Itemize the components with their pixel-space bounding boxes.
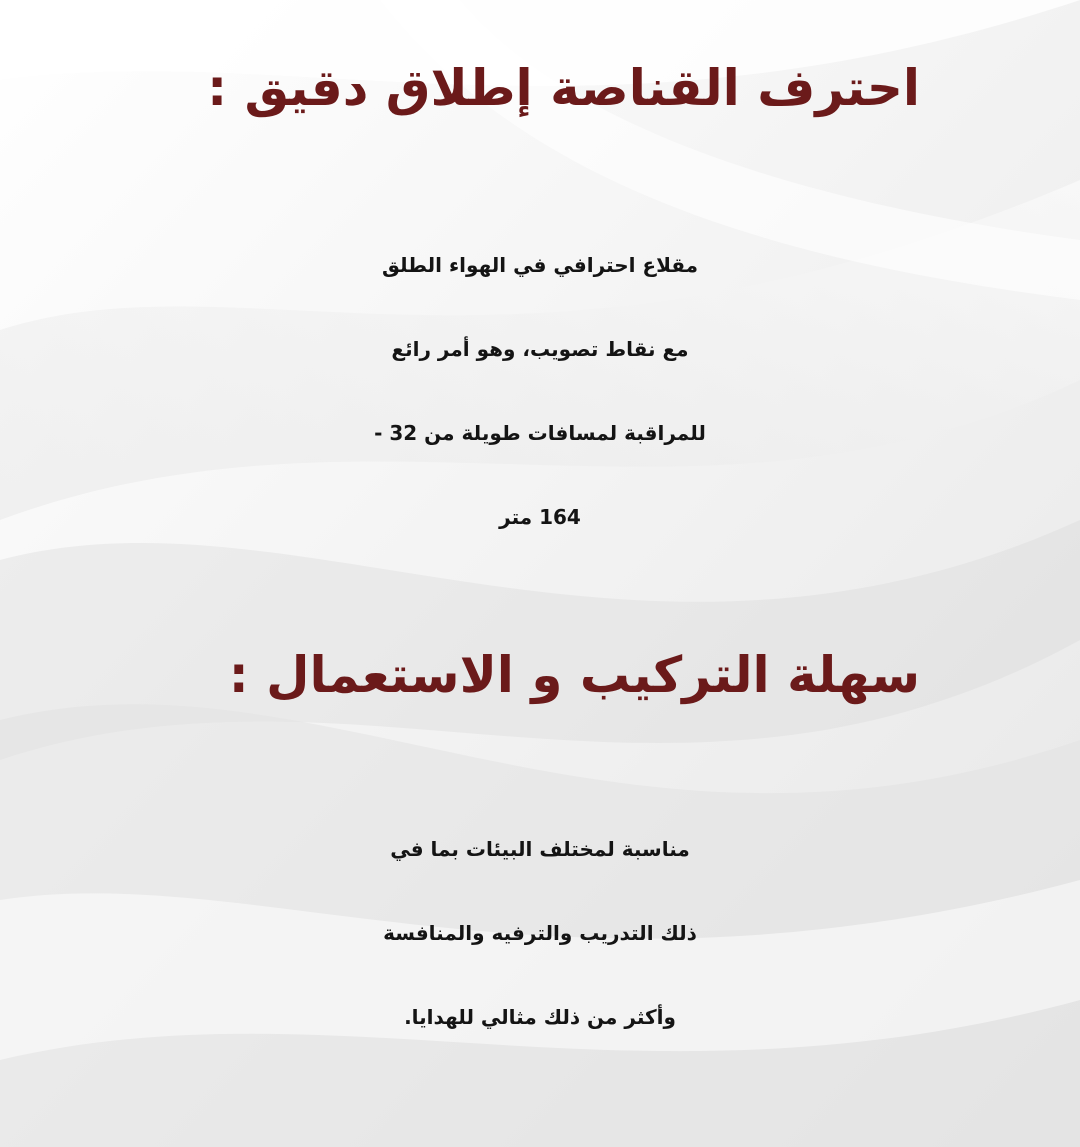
- section1-line-1: مقلاع احترافي في الهواء الطلق: [381, 253, 699, 277]
- section2-heading: سهلة التركيب و الاستعمال :: [228, 646, 920, 704]
- section1-heading: احترف القناصة إطلاق دقيق :: [207, 59, 920, 117]
- section2-line-3: وأكثر من ذلك مثالي للهدايا.: [404, 1005, 676, 1029]
- section2-line-1: مناسبة لمختلف البيئات بما في: [390, 837, 690, 861]
- section1-line-3: للمراقبة لمسافات طويلة من 32 -: [374, 421, 706, 445]
- section2-line-2: ذلك التدريب والترفيه والمنافسة: [383, 921, 697, 945]
- section1-line-2: مع نقاط تصويب، وهو أمر رائع: [391, 337, 689, 361]
- section1-line-4: 164 متر: [499, 505, 581, 529]
